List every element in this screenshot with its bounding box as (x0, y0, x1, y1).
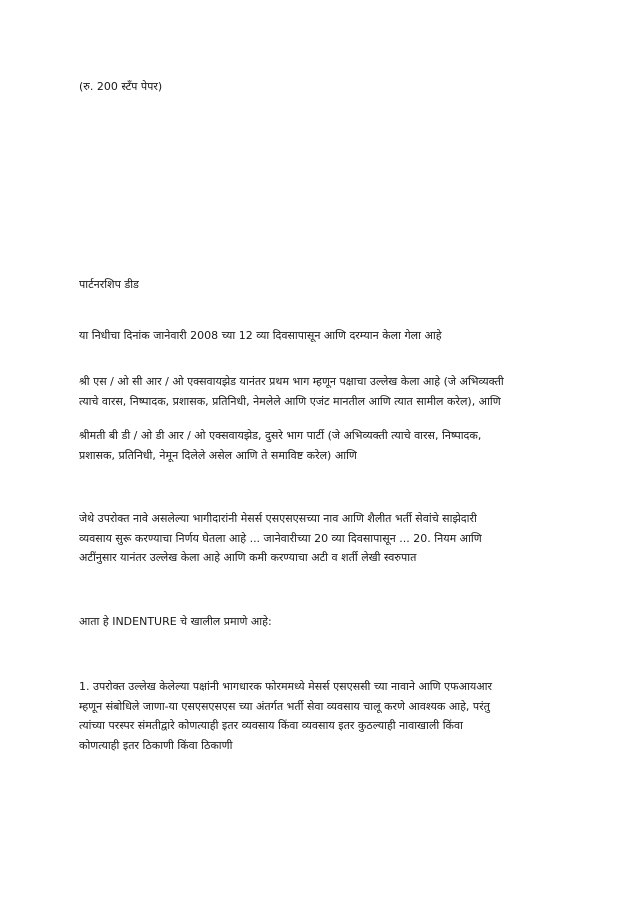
document-title: पार्टनरशिप डीड (79, 278, 139, 291)
clause-1-paragraph (79, 677, 563, 755)
date-line: या निधीचा दिनांक जानेवारी 2008 च्या 12 व्या दिवसापासून आणि दरम्यान केला गेला आहे (79, 329, 442, 342)
whereas-line: अटींनुसार यानंतर उल्लेख केला आहे आणि कमी करण्याचा अटी व शर्ती लेखी स्वरुपात (79, 551, 417, 564)
indenture-line: आता हे INDENTURE चे खालील प्रमाणे आहे: (79, 615, 272, 628)
party-one-line: त्याचे वारस, निष्पादक, प्रशासक, प्रतिनिधी, नेमलेले आणि एजंट मानतील आणि त्यात सामील करेल), आणि (79, 394, 501, 408)
stamp-paper-note: (रु. 200 स्टॅंप पेपर) (79, 80, 163, 93)
clause-1-line: 1. उपरोक्त उल्लेख केलेल्या पक्षांनी भागधारक फोरममध्ये मेसर्स एसएससी च्या नावाने आणि एफआयआर (79, 680, 492, 693)
party-two-line: श्रीमती बी डी / ओ डी आर / ओ एक्सवायझेड, दुसरे भाग पार्टी (जे अभिव्यक्ती त्याचे वारस, निष्पादक, (79, 429, 482, 442)
party-one-line: श्री एस / ओ सी आर / ओ एक्सवायझेड यानंतर प्रथम भाग म्हणून पक्षाचा उल्लेख केला आहे (जे अभिव्यक्ती (79, 375, 504, 388)
clause-1-line: कोणत्याही इतर ठिकाणी किंवा ठिकाणी (79, 738, 233, 752)
clause-1-line: त्यांच्या परस्पर संमतीद्वारे कोणत्याही इतर व्यवसाय किंवा व्यवसाय इतर कुठल्याही नावाखाली किंवा (79, 719, 463, 732)
party-two-line: प्रशासक, प्रतिनिधी, नेमून दिलेले असेल आणि ते समाविष्ट करेल) आणि (79, 448, 357, 462)
whereas-paragraph (79, 509, 563, 568)
clause-1-line: म्हणून संबोधिले जाणा-या एसएसएसएस च्या अंतर्गत भर्ती सेवा व्यवसाय चालू करणे आवश्यक आहे, परंतु (79, 699, 490, 713)
whereas-line: जेथे उपरोक्त नावे असलेल्या भागीदारांनी मेसर्स एसएसएसच्या नाव आणि शैलीत भर्ती सेवांचे साझेदारी (79, 512, 477, 525)
whereas-line: व्यवसाय सुरू करण्याचा निर्णय घेतला आहे ... जानेवारीच्या 20 व्या दिवसापासून ... 20. नियम आणि (79, 531, 482, 545)
party-one-paragraph (79, 372, 563, 411)
party-two-paragraph (79, 426, 563, 465)
